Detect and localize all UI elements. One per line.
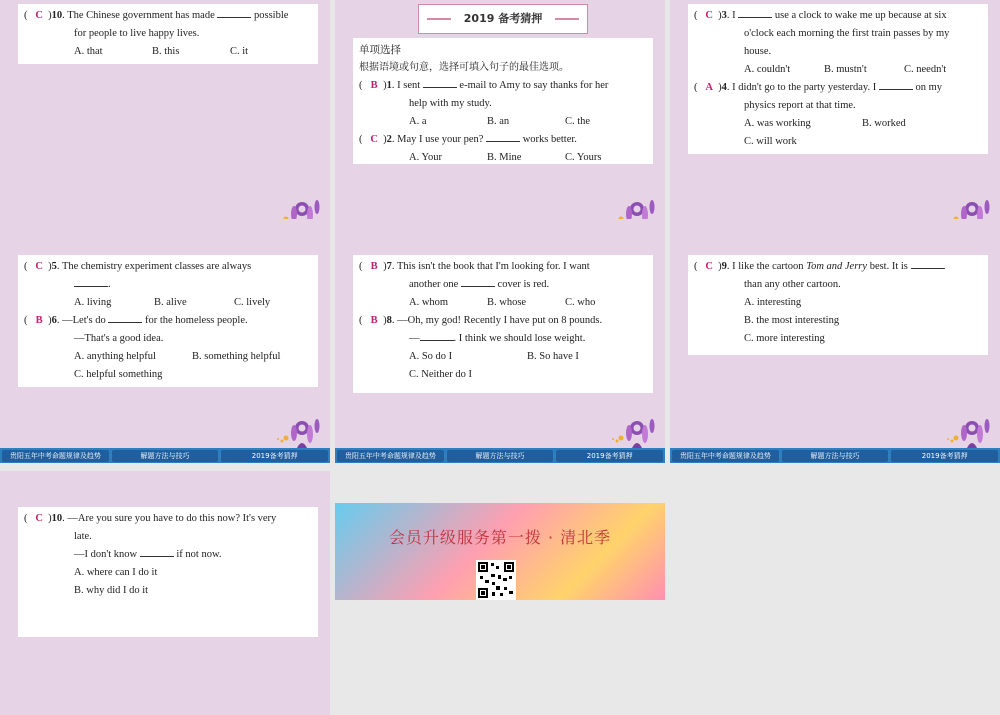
option-a: A. anything helpful bbox=[74, 351, 156, 362]
nav-button-predictions[interactable]: 2019备考猜押 bbox=[891, 450, 998, 462]
question-1: ( B )1. I sent e-mail to Amy to say thanks for her help with my study. A. a B. an C. the bbox=[359, 77, 645, 131]
question-text: The chemistry experiment classes are always bbox=[61, 261, 252, 272]
answer-mark: C bbox=[705, 261, 713, 272]
option-c: C. Yours bbox=[565, 152, 602, 163]
option-a: A. interesting bbox=[744, 297, 802, 308]
question-number: 4 bbox=[721, 82, 727, 93]
nav-button-methods[interactable]: 解题方法与技巧 bbox=[782, 450, 889, 462]
question-number: 5 bbox=[51, 261, 57, 272]
question-text: house. bbox=[744, 46, 772, 57]
question-3: ( C )3. I use a clock to wake me up because at six o'clock each morning the first train passes by my house. A. couldn't B. mustn't C. needn't bbox=[694, 7, 980, 79]
question-text: . bbox=[108, 279, 111, 290]
slide-6[interactable] bbox=[670, 219, 1000, 463]
question-5: ( C )5. The chemistry experiment classes are always . A. living B. alive C. lively bbox=[24, 258, 310, 312]
nav-button-predictions[interactable]: 2019备考猜押 bbox=[221, 450, 328, 462]
question-card bbox=[18, 507, 318, 637]
answer-mark: B bbox=[370, 80, 378, 91]
blank bbox=[738, 7, 772, 18]
question-text: late. bbox=[74, 531, 92, 542]
blank bbox=[911, 258, 945, 269]
answer-mark: C bbox=[35, 10, 43, 21]
question-text: I bbox=[732, 10, 736, 21]
question-text: — bbox=[409, 333, 420, 344]
slide-4[interactable] bbox=[0, 219, 330, 463]
promo-title: 会员升级服务第一拨 · 清北季 bbox=[388, 528, 612, 547]
option-b: B. Mine bbox=[487, 152, 522, 163]
question-10: ( C )10. The Chinese government has made possible for people to live happy lives. A. that B. this C. it bbox=[24, 7, 310, 61]
cartoon-title: Tom and Jerry bbox=[806, 261, 868, 272]
question-number: 9 bbox=[721, 261, 727, 272]
option-c: C. it bbox=[230, 46, 249, 57]
question-text: —Are you sure you have to do this now? It's very bbox=[67, 513, 277, 524]
question-text: for the homeless people. bbox=[144, 315, 248, 326]
nav-button-trends[interactable]: 贵阳五年中考命题规律及趋势 bbox=[2, 450, 109, 462]
option-c: C. the bbox=[565, 116, 591, 127]
question-text: for people to live happy lives. bbox=[74, 28, 200, 39]
nav-button-methods[interactable]: 解题方法与技巧 bbox=[447, 450, 554, 462]
question-number: 7 bbox=[386, 261, 392, 272]
option-a: A. living bbox=[74, 297, 112, 308]
question-card bbox=[18, 255, 318, 387]
option-b: B. mustn't bbox=[824, 64, 867, 75]
qr-code-icon bbox=[476, 560, 516, 600]
blank bbox=[420, 330, 454, 341]
question-card bbox=[353, 255, 653, 393]
question-card bbox=[688, 255, 988, 355]
answer-mark: C bbox=[370, 134, 378, 145]
nav-button-trends[interactable]: 贵阳五年中考命题规律及趋势 bbox=[672, 450, 779, 462]
slide-7[interactable] bbox=[0, 471, 330, 715]
blank bbox=[423, 77, 457, 88]
slide-2[interactable] bbox=[335, 0, 665, 244]
blank bbox=[108, 312, 142, 323]
question-text: best. It is bbox=[869, 261, 908, 272]
question-10: ( C )10. —Are you sure you have to do this now? It's very late. —I don't know if not now. A. where can I do it B. why did I do it bbox=[24, 510, 310, 600]
question-card bbox=[18, 4, 318, 64]
slide-1[interactable] bbox=[0, 0, 330, 244]
question-7: ( B )7. This isn't the book that I'm looking for. I want another one cover is red. A. whom B. whose C. who bbox=[359, 258, 645, 312]
nav-button-methods[interactable]: 解题方法与技巧 bbox=[112, 450, 219, 462]
blank bbox=[486, 131, 520, 142]
question-text: I like the cartoon bbox=[732, 261, 804, 272]
option-b: B. whose bbox=[487, 297, 527, 308]
option-b: B. something helpful bbox=[192, 351, 281, 362]
section-header: 2019 备考猜押 bbox=[418, 4, 588, 34]
nav-bar bbox=[0, 448, 330, 463]
question-text: . I think we should lose weight. bbox=[453, 333, 586, 344]
question-text: —Oh, my god! Recently I have put on 8 pounds. bbox=[397, 315, 603, 326]
option-b: B. the most interesting bbox=[744, 315, 840, 326]
nav-bar bbox=[335, 448, 665, 463]
question-text: works better. bbox=[522, 134, 577, 145]
flower-decoration bbox=[942, 408, 992, 448]
question-number: 10 bbox=[51, 10, 63, 21]
answer-mark: B bbox=[35, 315, 43, 326]
section-title: 单项选择 bbox=[359, 44, 401, 56]
blank bbox=[461, 276, 495, 287]
question-number: 2 bbox=[386, 134, 392, 145]
answer-mark: C bbox=[35, 261, 43, 272]
option-b: B. why did I do it bbox=[74, 585, 149, 596]
option-a: A. where can I do it bbox=[74, 567, 158, 578]
option-c: C. Neither do I bbox=[409, 369, 472, 380]
option-a: A. So do I bbox=[409, 351, 453, 362]
question-text: May I use your pen? bbox=[397, 134, 484, 145]
question-text: help with my study. bbox=[409, 98, 492, 109]
question-number: 10 bbox=[51, 513, 63, 524]
blank bbox=[140, 546, 174, 557]
question-number: 3 bbox=[721, 10, 727, 21]
answer-mark: B bbox=[370, 261, 378, 272]
option-c: C. more interesting bbox=[744, 333, 825, 344]
question-text: I didn't go to the party yesterday. I bbox=[732, 82, 877, 93]
question-text: The Chinese government has made bbox=[67, 10, 215, 21]
nav-bar bbox=[670, 448, 1000, 463]
question-card bbox=[688, 4, 988, 154]
blank bbox=[74, 276, 108, 287]
question-text: cover is red. bbox=[497, 279, 550, 290]
option-a: A. was working bbox=[744, 118, 811, 129]
option-b: B. an bbox=[487, 116, 510, 127]
question-4: ( A )4. I didn't go to the party yesterday. I on my physics report at that time. A. was working B. worked C. will work bbox=[694, 79, 980, 151]
option-b: B. this bbox=[152, 46, 180, 57]
question-text: e-mail to Amy to say thanks for her bbox=[459, 80, 609, 91]
question-9: ( C )9. I like the cartoon Tom and Jerry best. It is than any other cartoon. A. interesting B. the most interesting C. more interesting bbox=[694, 258, 980, 348]
question-text: physics report at that time. bbox=[744, 100, 856, 111]
question-card bbox=[353, 38, 653, 164]
slide-5[interactable] bbox=[335, 219, 665, 463]
instruction-text: 根据语境或句意，选择可填入句子的最佳选项。 bbox=[359, 62, 569, 73]
question-text: another one bbox=[409, 279, 459, 290]
blank bbox=[879, 79, 913, 90]
question-text: if not now. bbox=[176, 549, 222, 560]
option-c: C. who bbox=[565, 297, 596, 308]
flower-decoration bbox=[607, 408, 657, 448]
question-text: I sent bbox=[397, 80, 421, 91]
answer-mark: A bbox=[705, 82, 713, 93]
question-number: 6 bbox=[51, 315, 57, 326]
question-text: o'clock each morning the first train passes by my bbox=[744, 28, 950, 39]
promo-slide[interactable] bbox=[335, 503, 665, 600]
nav-button-trends[interactable]: 贵阳五年中考命题规律及趋势 bbox=[337, 450, 444, 462]
option-b: B. So have I bbox=[527, 351, 579, 362]
question-text: —That's a good idea. bbox=[74, 333, 164, 344]
question-text: possible bbox=[253, 10, 289, 21]
question-text: —I don't know bbox=[74, 549, 138, 560]
question-text: —Let's do bbox=[62, 315, 106, 326]
option-c: C. lively bbox=[234, 297, 271, 308]
answer-mark: C bbox=[35, 513, 43, 524]
nav-button-predictions[interactable]: 2019备考猜押 bbox=[556, 450, 663, 462]
question-6: ( B )6. —Let's do for the homeless people. —That's a good idea. A. anything helpful B. something helpful C. helpful something bbox=[24, 312, 310, 384]
question-2: ( C )2. May I use your pen? works better. A. Your B. Mine C. Yours bbox=[359, 131, 645, 167]
flower-decoration bbox=[272, 408, 322, 448]
answer-mark: B bbox=[370, 315, 378, 326]
option-c: C. will work bbox=[744, 136, 797, 147]
option-a: A. couldn't bbox=[744, 64, 791, 75]
option-b: B. worked bbox=[862, 118, 906, 129]
question-text: This isn't the book that I'm looking for. I want bbox=[396, 261, 590, 272]
option-c: C. helpful something bbox=[74, 369, 163, 380]
question-text: on my bbox=[915, 82, 943, 93]
question-8: ( B )8. —Oh, my god! Recently I have put on 8 pounds. — . I think we should lose weight. A. So do I B. So have I C. Neither do I bbox=[359, 312, 645, 384]
option-b: B. alive bbox=[154, 297, 187, 308]
answer-mark: C bbox=[705, 10, 713, 21]
option-c: C. needn't bbox=[904, 64, 947, 75]
option-a: A. that bbox=[74, 46, 103, 57]
option-a: A. whom bbox=[409, 297, 449, 308]
blank bbox=[217, 7, 251, 18]
question-text: use a clock to wake me up because at six bbox=[774, 10, 947, 21]
question-number: 8 bbox=[386, 315, 392, 326]
question-text: than any other cartoon. bbox=[744, 279, 841, 290]
question-number: 1 bbox=[386, 80, 392, 91]
option-a: A. a bbox=[409, 116, 427, 127]
option-a: A. Your bbox=[409, 152, 442, 163]
slide-3[interactable] bbox=[670, 0, 1000, 244]
